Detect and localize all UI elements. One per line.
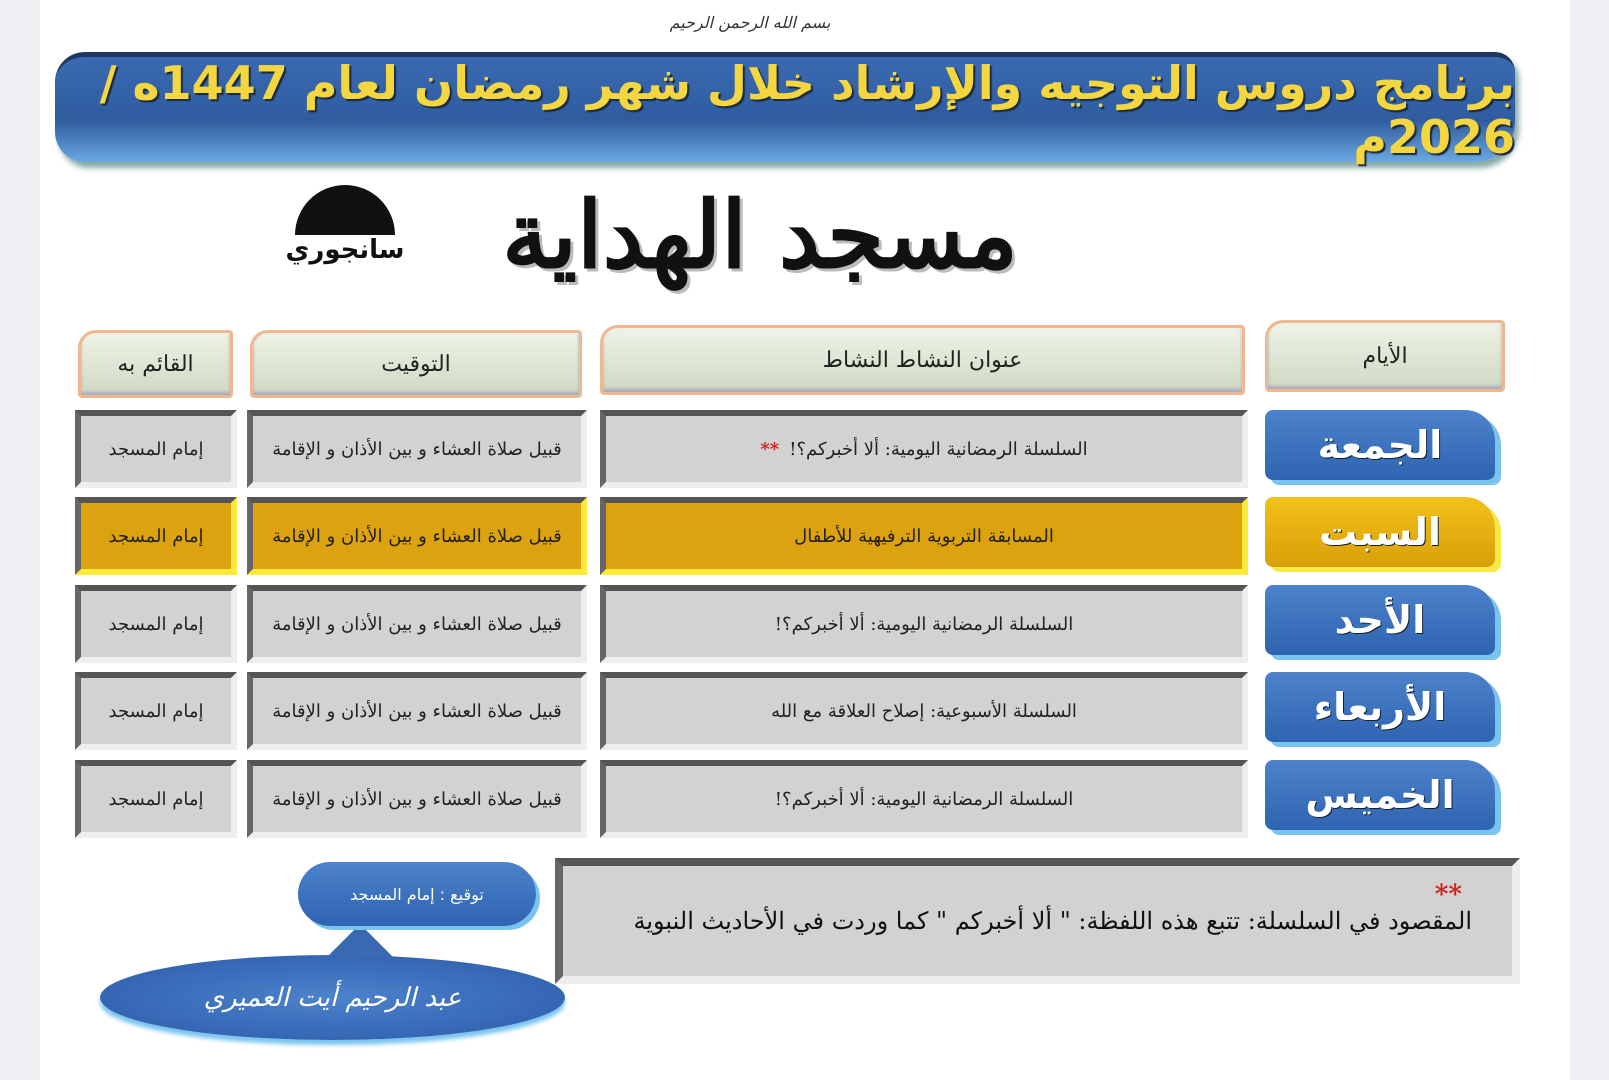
mosque-logo (280, 185, 410, 295)
footnote-marker: ** (760, 438, 780, 460)
header-presenter: القائم به (78, 330, 233, 398)
signature-name: عبد الرحيم أيت العميري (100, 955, 565, 1040)
timing-cell: قبيل صلاة العشاء و بين الأذان و الإقامة (247, 672, 587, 750)
header-activity: عنوان النشاط النشاط (600, 325, 1245, 395)
mosque-dome-icon (295, 185, 395, 235)
timing-cell: قبيل صلاة العشاء و بين الأذان و الإقامة (247, 410, 587, 488)
activity-cell (600, 672, 1248, 750)
activity-title: السلسلة الرمضانية اليومية: ألا أخبركم؟! (774, 788, 1074, 810)
basmala-calligraphy: بسم الله الرحمن الرحيم (669, 13, 831, 32)
location-name: سانجوري (285, 235, 405, 265)
activity-cell (600, 410, 1248, 488)
presenter-cell: إمام المسجد (75, 410, 237, 488)
header-days: الأيام (1265, 320, 1505, 392)
presenter-cell: إمام المسجد (75, 760, 237, 838)
footnote-box (555, 858, 1520, 984)
footnote-marker: ** (1434, 880, 1462, 910)
presenter-cell: إمام المسجد (75, 672, 237, 750)
signature-label: توقيع : إمام المسجد (298, 862, 536, 926)
mosque-name: مسجد الهداية (502, 181, 1018, 289)
day-label: السبت (1265, 497, 1495, 567)
footnote-text: المقصود في السلسلة: تتبع هذه اللفظة: " ألا أخبركم " كما وردت في الأحاديث النبوية (633, 907, 1472, 935)
timing-cell: قبيل صلاة العشاء و بين الأذان و الإقامة (247, 760, 587, 838)
activity-title: السلسلة الرمضانية اليومية: ألا أخبركم؟! (774, 613, 1074, 635)
presenter-cell: إمام المسجد (75, 497, 237, 575)
presenter-cell: إمام المسجد (75, 585, 237, 663)
day-label: الأربعاء (1265, 672, 1495, 742)
activity-cell (600, 760, 1248, 838)
day-label: الأحد (1265, 585, 1495, 655)
timing-cell: قبيل صلاة العشاء و بين الأذان و الإقامة (247, 585, 587, 663)
day-label: الخميس (1265, 760, 1495, 830)
timing-cell: قبيل صلاة العشاء و بين الأذان و الإقامة (247, 497, 587, 575)
activity-title: السلسلة الأسبوعية: إصلاح العلاقة مع الله (771, 700, 1077, 722)
activity-cell (600, 497, 1248, 575)
title-banner (55, 52, 1515, 162)
header-timing: التوقيت (250, 330, 582, 398)
activity-title: المسابقة التربوية الترفيهية للأطفال (794, 525, 1054, 547)
page-title: برنامج دروس التوجيه والإرشاد خلال شهر رمضان لعام 1447ه / 2026م (99, 55, 1515, 164)
activity-cell (600, 585, 1248, 663)
activity-title: السلسلة الرمضانية اليومية: ألا أخبركم؟! (789, 438, 1088, 460)
day-label: الجمعة (1265, 410, 1495, 480)
